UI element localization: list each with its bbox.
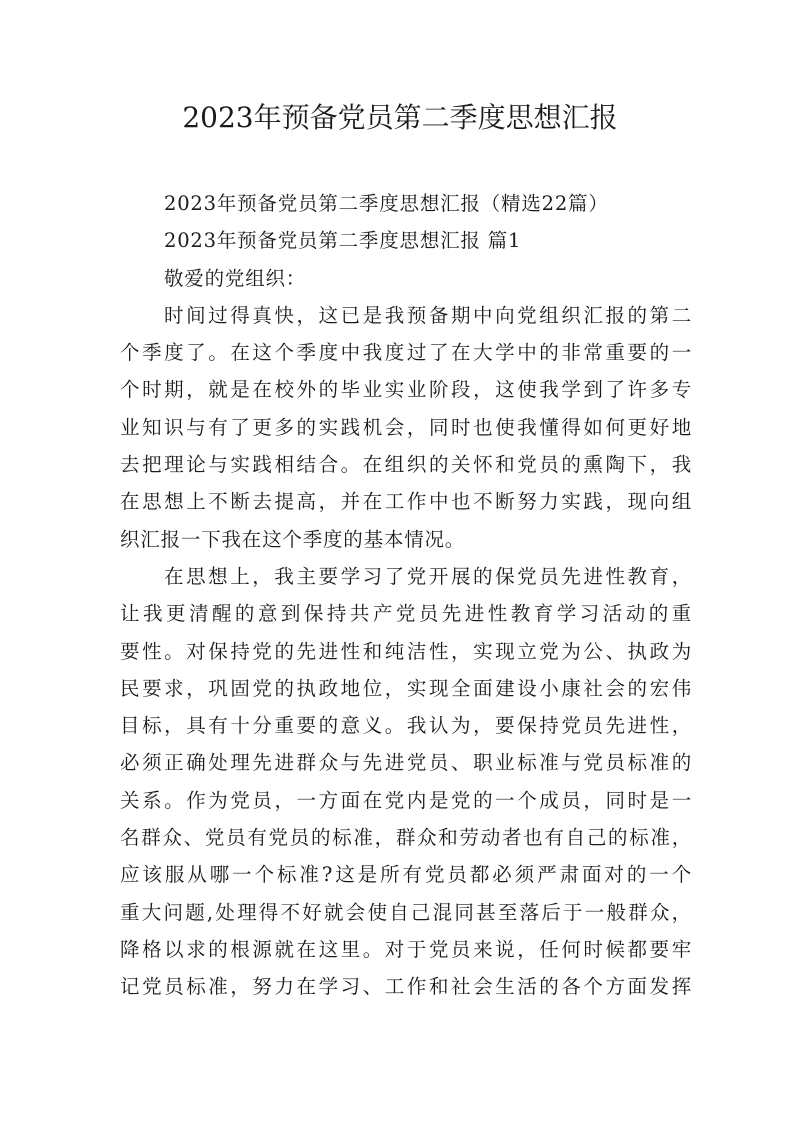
paragraph-line: 应该服从哪一个标准?这是所有党员都必须严肃面对的一个: [120, 863, 692, 887]
paragraph-line: 个季度了。在这个季度中我度过了在大学中的非常重要的一: [120, 341, 692, 365]
salutation: 敬爱的党组织：: [164, 266, 307, 290]
paragraph-line: 要性。对保持党的先进性和纯洁性，实现立党为公、执政为: [120, 639, 692, 663]
paragraph-line: 重大问题,处理得不好就会使自己混同甚至落后于一般群众，: [120, 900, 692, 924]
paragraph-line: 关系。作为党员，一方面在党内是党的一个成员，同时是一: [120, 788, 692, 812]
paragraph-line: 必须正确处理先进群众与先进党员、职业标准与党员标准的: [120, 751, 692, 775]
paragraph-line: 在思想上不断去提高，并在工作中也不断努力实践，现向组: [120, 490, 692, 514]
document-body: [120, 185, 692, 1006]
paragraph-line: 目标，具有十分重要的意义。我认为，要保持党员先进性，: [120, 714, 692, 738]
paragraph-line: 记党员标准，努力在学习、工作和社会生活的各个方面发挥: [120, 975, 692, 999]
paragraph-line: 民要求，巩固党的执政地位，实现全面建设小康社会的宏伟: [120, 676, 692, 700]
paragraph-line: 名群众、党员有党员的标准，群众和劳动者也有自己的标准，: [120, 826, 692, 850]
paragraph-line: 让我更清醒的意到保持共产党员先进性教育学习活动的重: [120, 602, 692, 626]
paragraph-line: 去把理论与实践相结合。在组织的关怀和党员的熏陶下，我: [120, 453, 692, 477]
paragraph-line: 时间过得真快，这已是我预备期中向党组织汇报的第二: [164, 303, 692, 327]
paragraph-line: 在思想上，我主要学习了党开展的保党员先进性教育，: [164, 564, 692, 588]
paragraph-line: 降格以求的根源就在这里。对于党员来说，任何时候都要牢: [120, 937, 692, 961]
paragraph-line: 织汇报一下我在这个季度的基本情况。: [120, 527, 466, 551]
subtitle-collection: 2023年预备党员第二季度思想汇报（精选22篇）: [164, 192, 609, 215]
paragraph-line: 个时期，就是在校外的毕业实业阶段，这使我学到了许多专: [120, 378, 692, 402]
subtitle-article: 2023年预备党员第二季度思想汇报 篇1: [164, 229, 522, 253]
paragraph-line: 业知识与有了更多的实践机会，同时也使我懂得如何更好地: [120, 415, 692, 439]
document-title: 2023年预备党员第二季度思想汇报: [182, 101, 618, 134]
